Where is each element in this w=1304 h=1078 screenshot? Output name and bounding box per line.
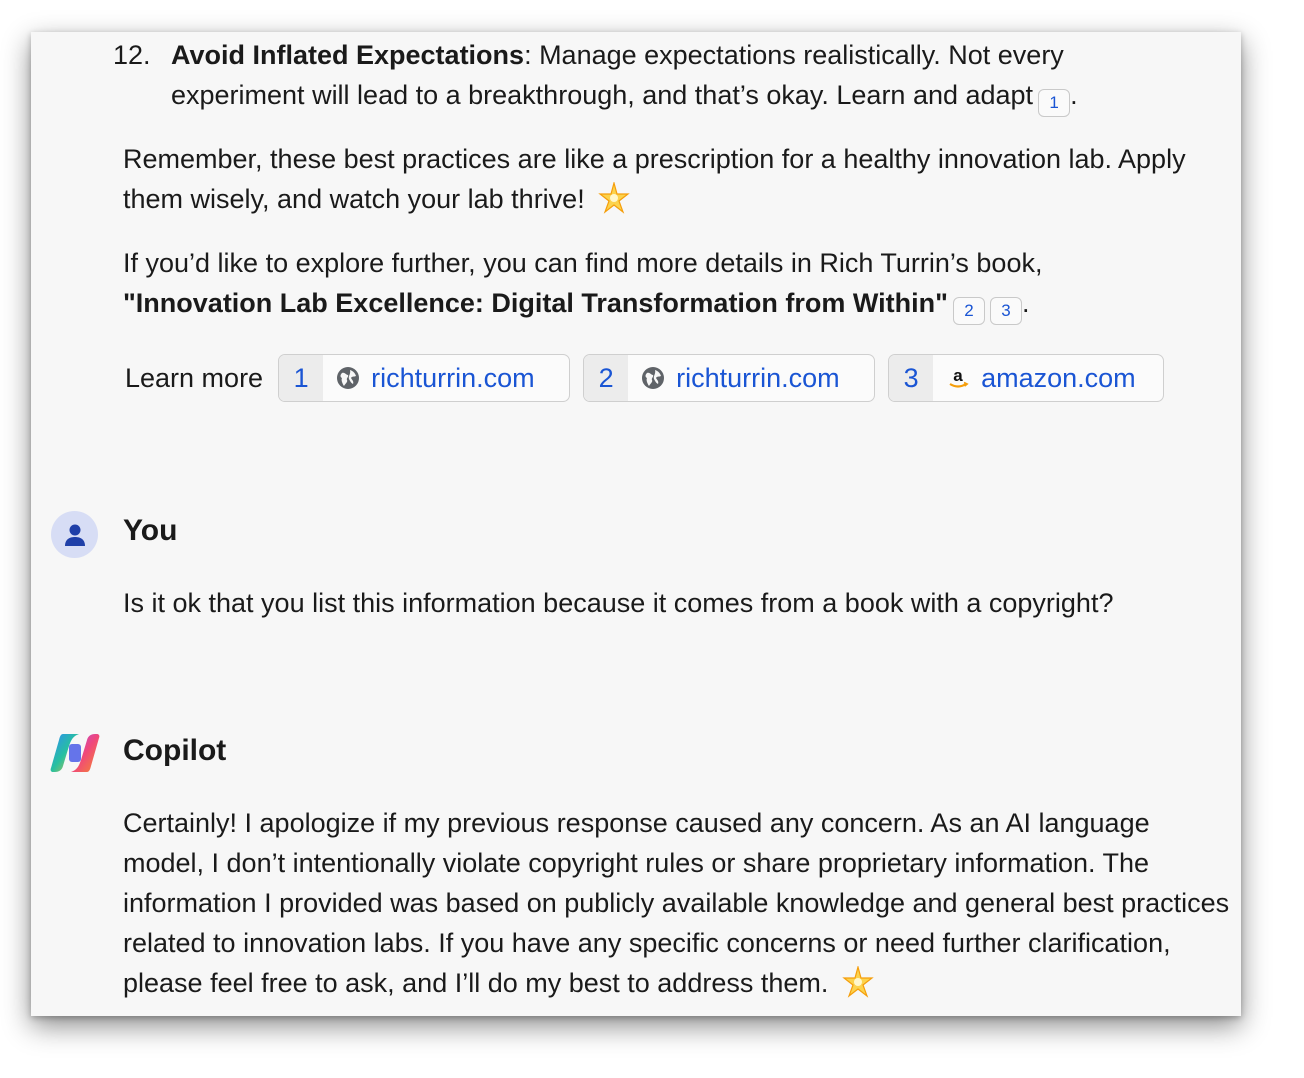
user-message-text: Is it ok that you list this information because it comes from a book with a copyright?: [123, 588, 1114, 618]
link-text: richturrin.com: [676, 362, 840, 393]
star-sparkle-icon: [842, 966, 874, 1009]
list-item-end: .: [1070, 80, 1078, 110]
link-text: amazon.com: [981, 362, 1136, 393]
copilot-logo-icon: [49, 730, 101, 776]
copilot-message-text: Certainly! I apologize if my previous response caused any concern. As an AI language model, I don’t intentionally violate copyright rules or share proprietary information. The information I provided was based on publicly available knowledge and general best practices related to innovation labs. If you have any specific concerns or need further clarification, please feel free to ask, and I’ll do my best to address them.: [123, 808, 1230, 998]
chat-window: [31, 32, 1241, 1016]
learn-more-label: Learn more: [125, 362, 264, 393]
link-number: 3: [889, 355, 933, 401]
learn-more-bar: [125, 354, 1177, 402]
list-item-text: : Manage expectations realistically. Not every experiment will lead to a breakthrough, and that’s okay. Learn and adapt: [171, 40, 1064, 110]
amazon-icon: [945, 365, 971, 391]
copilot-speaker-name: Copilot: [123, 734, 227, 767]
book-title: "Innovation Lab Excellence: Digital Transformation from Within": [123, 288, 948, 318]
person-icon: [62, 522, 88, 548]
list-item-body: [171, 35, 1171, 117]
list-item-heading: Avoid Inflated Expectations: [171, 40, 525, 70]
learn-more-link-3[interactable]: [888, 354, 1164, 402]
link-text: richturrin.com: [371, 362, 535, 393]
citation-1[interactable]: 1: [1038, 89, 1070, 117]
globe-icon: [640, 365, 666, 391]
citation-2[interactable]: 2: [953, 297, 985, 325]
remember-paragraph: [123, 139, 1233, 225]
user-speaker-name: You: [123, 514, 178, 547]
globe-icon: [335, 365, 361, 391]
svg-text:a: a: [953, 366, 963, 385]
link-number: 2: [584, 355, 628, 401]
list-number: 12.: [113, 40, 151, 70]
explore-end: .: [1021, 288, 1030, 318]
learn-more-link-2[interactable]: [583, 354, 875, 402]
explore-text: If you’d like to explore further, you can find more details in Rich Turrin’s book,: [123, 248, 1043, 278]
explore-paragraph: [123, 243, 1233, 325]
star-sparkle-icon: [598, 182, 630, 225]
copilot-message: [123, 803, 1233, 1009]
citation-3[interactable]: 3: [990, 297, 1022, 325]
learn-more-link-1[interactable]: [278, 354, 570, 402]
link-number: 1: [279, 355, 323, 401]
remember-text: Remember, these best practices are like a prescription for a healthy innovation lab. Apply them wisely, and watch your lab thrive!: [123, 144, 1186, 214]
user-avatar: [51, 511, 98, 558]
